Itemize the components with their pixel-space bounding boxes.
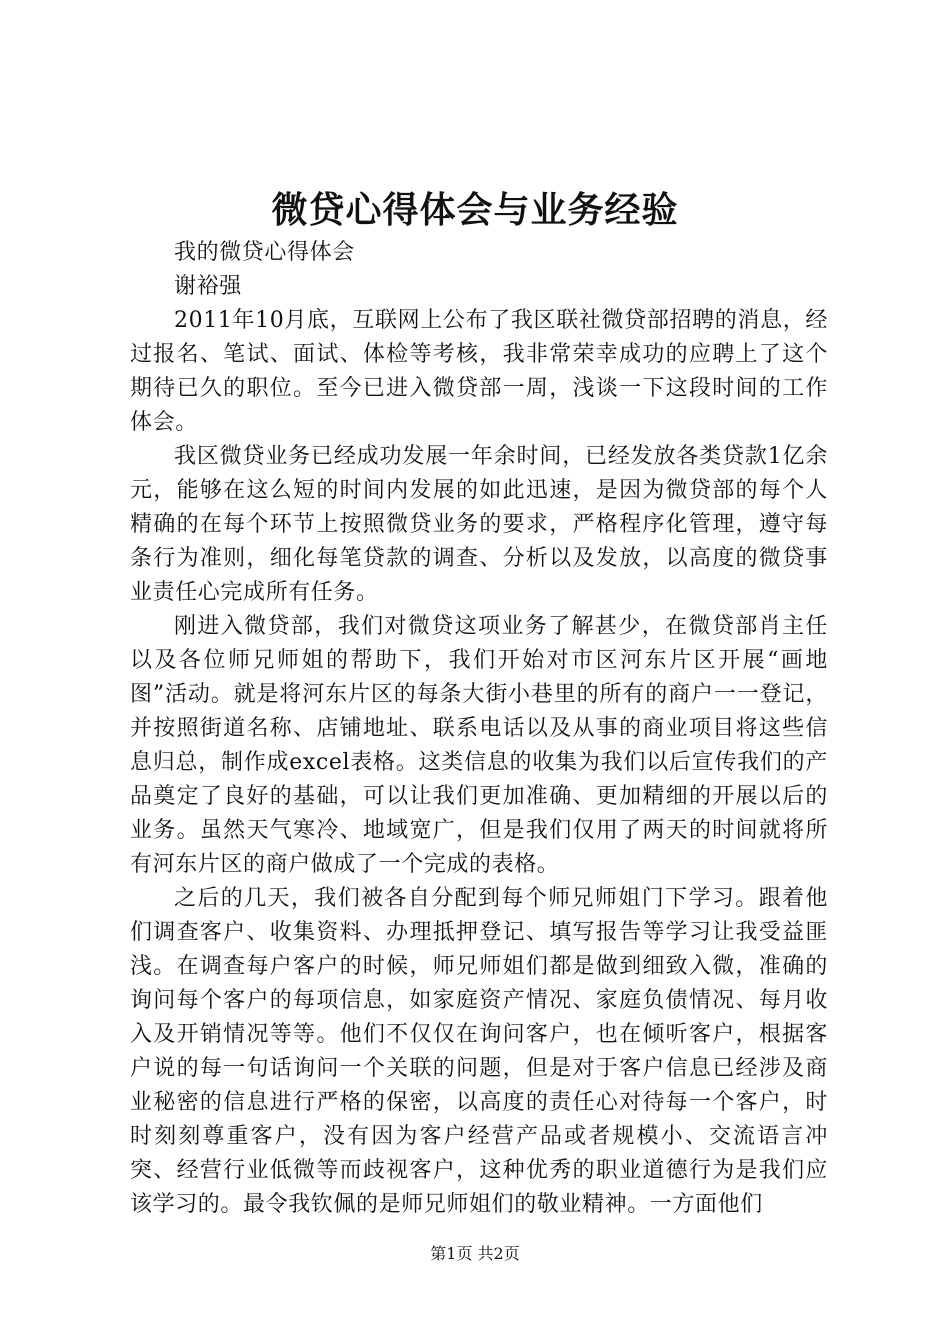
paragraph-1: 2011年10月底，互联网上公布了我区联社微贷部招聘的消息，经过报名、笔试、面试、体检等考核，我非常荣幸成功的应聘上了这个期待已久的职位。至今已进入微贷部一周，浅谈一下这段时间的工作体会。 <box>130 308 828 435</box>
paragraph-2: 我区微贷业务已经成功发展一年余时间，已经发放各类贷款1亿余元，能够在这么短的时间内发展的如此迅速，是因为微贷部的每个人精确的在每个环节上按照微贷业务的要求，严格程序化管理，遵守每条行为准则，细化每笔贷款的调查、分析以及发放，以高度的微贷事业责任心完成所有任务。 <box>130 444 828 605</box>
paragraph-3: 刚进入微贷部，我们对微贷这项业务了解甚少，在微贷部肖主任以及各位师兄师姐的帮助下，我们开始对市区河东片区开展“画地图”活动。就是将河东片区的每条大街小巷里的所有的商户一一登记，并按照街道名称、店铺地址、联系电话以及从事的商业项目将这些信息归总，制作成excel表格。这类信息的收集为我们以后宣传我们的产品奠定了良好的基础，可以让我们更加准确、更加精细的开展以后的业务。虽然天气寒冷、地域宽广，但是我们仅用了两天的时间就将所有河东片区的商户做成了一个完成的表格。 <box>130 614 828 877</box>
author-line: 谢裕强 <box>174 274 242 299</box>
document-body <box>130 236 828 1222</box>
paragraph-4: 之后的几天，我们被各自分配到每个师兄师姐门下学习。跟着他们调查客户、收集资料、办理抵押登记、填写报告等学习让我受益匪浅。在调查每户客户的时候，师兄师姐们都是做到细致入微，准确的询问每个客户的每项信息，如家庭资产情况、家庭负债情况、每月收入及开销情况等等。他们不仅仅在询问客户，也在倾听客户，根据客户说的每一句话询问一个关联的问题，但是对于客户信息已经涉及商业秘密的信息进行严格的保密，以高度的责任心对待每一个客户，时时刻刻尊重客户，没有因为客户经营产品或者规模小、交流语言冲突、经营行业低微等而歧视客户，这种优秀的职业道德行为是我们应该学习的。最令我钦佩的是师兄师姐们的敬业精神。一方面他们 <box>130 886 828 1217</box>
page-footer: 第1页 共2页 <box>430 1244 520 1263</box>
subtitle-line: 我的微贷心得体会 <box>174 240 355 265</box>
document-title: 微贷心得体会与业务经验 <box>271 189 679 231</box>
